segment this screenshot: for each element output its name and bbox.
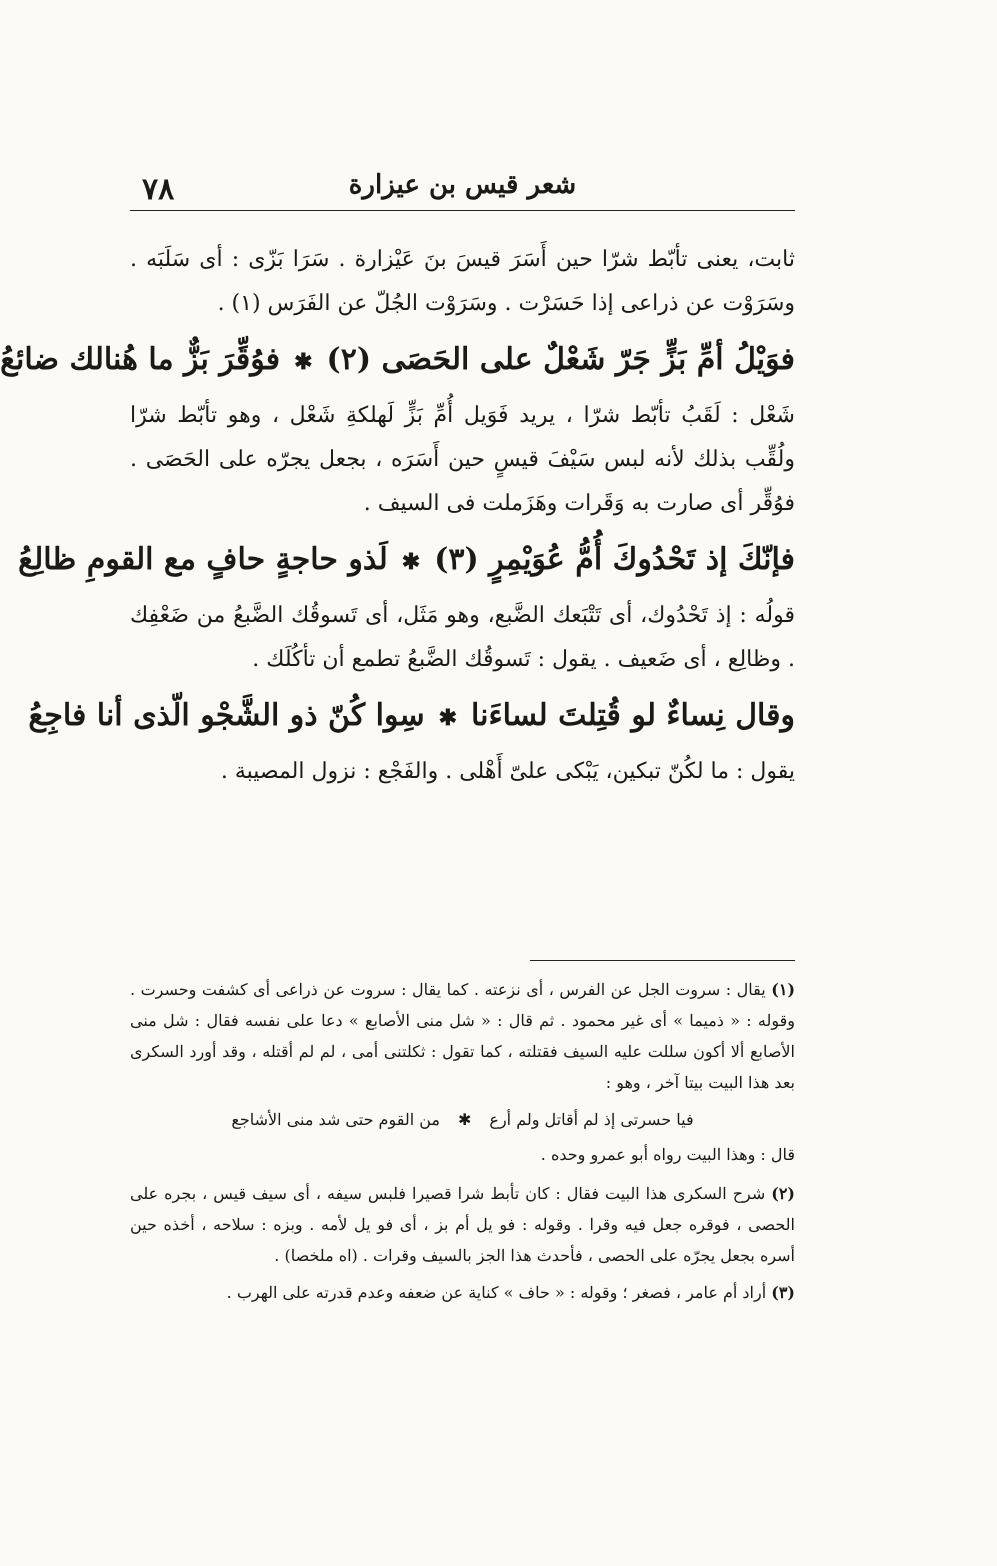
footnote-1-text: يقال : سروت الجل عن الفرس ، أى نزعته . كما يقال : سروت عن ذراعى أى كشفت وحسرت . وقوله : « ذميما » أى غير محمود . ثم قال : « شل منى الأصابع » دعا على نفسه فقال : شل منى الأصابع ألا أكون سللت عليه السيف فقتلته ، كما تقول : ثكلتنى أمى ، لم لم أقتله ، وقد أورد السكرى بعد هذا البيت بيتا آخر ، وهو :	[130, 980, 795, 1092]
commentary-paragraph-4: يقول : ما لكُنّ تبكين، يَبْكى علىّ أَهْلى . والفَجْع : نزول المصيبة .	[220, 759, 795, 784]
footnote-1-verse-second-hemistich: من القوم حتى شد منى الأشاجع	[231, 1110, 440, 1129]
footnote-1-continuation: قال : وهذا البيت رواه أبو عمرو وحده .	[540, 1145, 795, 1164]
commentary-paragraph-2: شَعْل : لَقَبُ تأبّط شرّا ، يريد فَوَيل أُمِّ بَزٍّ لَهلكةِ شَعْل ، وهو تأبّط شرّا ولُقِّب بذلك لأنه لبس سَيْفَ قيسٍ حين أَسَرَه ، بجعل يجرّه على الحَصَى . فوُقِّر أى صارت به وَقَرات وهَزَملت فى السيف .	[130, 403, 795, 516]
commentary-paragraph-1: ثابت، يعنى تأبّط شرّا حين أَسَرَ قيسَ بنَ عَيْزارة . سَرَا بَزّى : أى سَلَبَه . وسَرَوْت عن ذراعى إذا حَسَرْت . وسَرَوْت الجُلّ عن الفَرَس (١) .	[130, 247, 795, 316]
footnote-1-verse-first-hemistich: فيا حسرتى إذ لم أقاتل ولم أرع	[489, 1110, 694, 1129]
verse-separator-star-icon: ✱	[438, 705, 458, 731]
footnotes	[130, 974, 795, 1314]
page-header	[130, 160, 795, 211]
verse-line-3	[28, 686, 795, 748]
verse-1-first-hemistich: فوَيْلُ أمِّ بَزٍّ جَرّ شَعْلٌ على الحَصَى (٢)	[326, 342, 795, 377]
verse-separator-star-icon: ✱	[294, 349, 313, 375]
footnote-3	[130, 1277, 795, 1308]
verse-3-second-hemistich: سِوا كُنّ ذو الشَّجْو الّذى أنا فاجِعُ	[28, 698, 425, 733]
page-number: ٧٨	[142, 172, 175, 207]
footnote-3-text: أراد أم عامر ، فصغر ؛ وقوله : « حاف » كناية عن ضعفه وعدم قدرته على الهرب .	[226, 1283, 767, 1302]
footnote-3-number: (٣)	[771, 1283, 795, 1302]
verse-line-2	[18, 530, 795, 592]
verse-1-second-hemistich: فوُقِّرَ بَزٌّ ما هُنالك ضائعُ	[0, 342, 281, 377]
footnote-2	[130, 1178, 795, 1271]
footnote-2-text: شرح السكرى هذا البيت فقال : كان تأبط شرا قصيرا فلبس سيفه ، أى سيف قيس ، بجره على الحصى ، فوقره جعل فيه وقرا . وقوله : فو يل أم بز ، أى فو يل لأمه . وبزه : سلاحه ، أخذه حين أسره بجعل يجرّه على الحصى ، فأحدث هذا الجز بالسيف وقرات . (اه ملخصا) .	[130, 1184, 795, 1265]
verse-separator-star-icon: ✱	[457, 1110, 472, 1129]
footnote-divider	[530, 960, 795, 961]
running-title: شعر قيس بن عيزارة	[348, 170, 577, 200]
verse-line-1	[0, 330, 795, 392]
verse-2-second-hemistich: لَذو حاجةٍ حافٍ مع القومِ ظالِعُ	[18, 542, 388, 577]
footnote-1-verse	[130, 1104, 795, 1135]
footnote-2-number: (٢)	[771, 1184, 795, 1203]
footnote-1-number: (١)	[771, 980, 796, 999]
main-text	[0, 238, 795, 794]
verse-2-first-hemistich: فإنّكَ إذ تَحْدُوكَ أُمُّ عُوَيْمِرٍ (٣)	[434, 542, 795, 577]
footnote-1	[130, 974, 795, 1098]
verse-separator-star-icon: ✱	[401, 549, 421, 575]
commentary-paragraph-3: قولُه : إذ تَحْدُوك، أى تَتْبَعك الضَّبع، وهو مَثَل، أى تَسوقُك الضَّبعُ من ضَعْفِك . وظالِع ، أى ضَعيف . يقول : تَسوقُك الضَّبعُ تطمع أن تأكُلَك .	[130, 603, 795, 672]
verse-3-first-hemistich: وقال نِساءٌ لو قُتِلتَ لساءَنا	[471, 698, 795, 733]
